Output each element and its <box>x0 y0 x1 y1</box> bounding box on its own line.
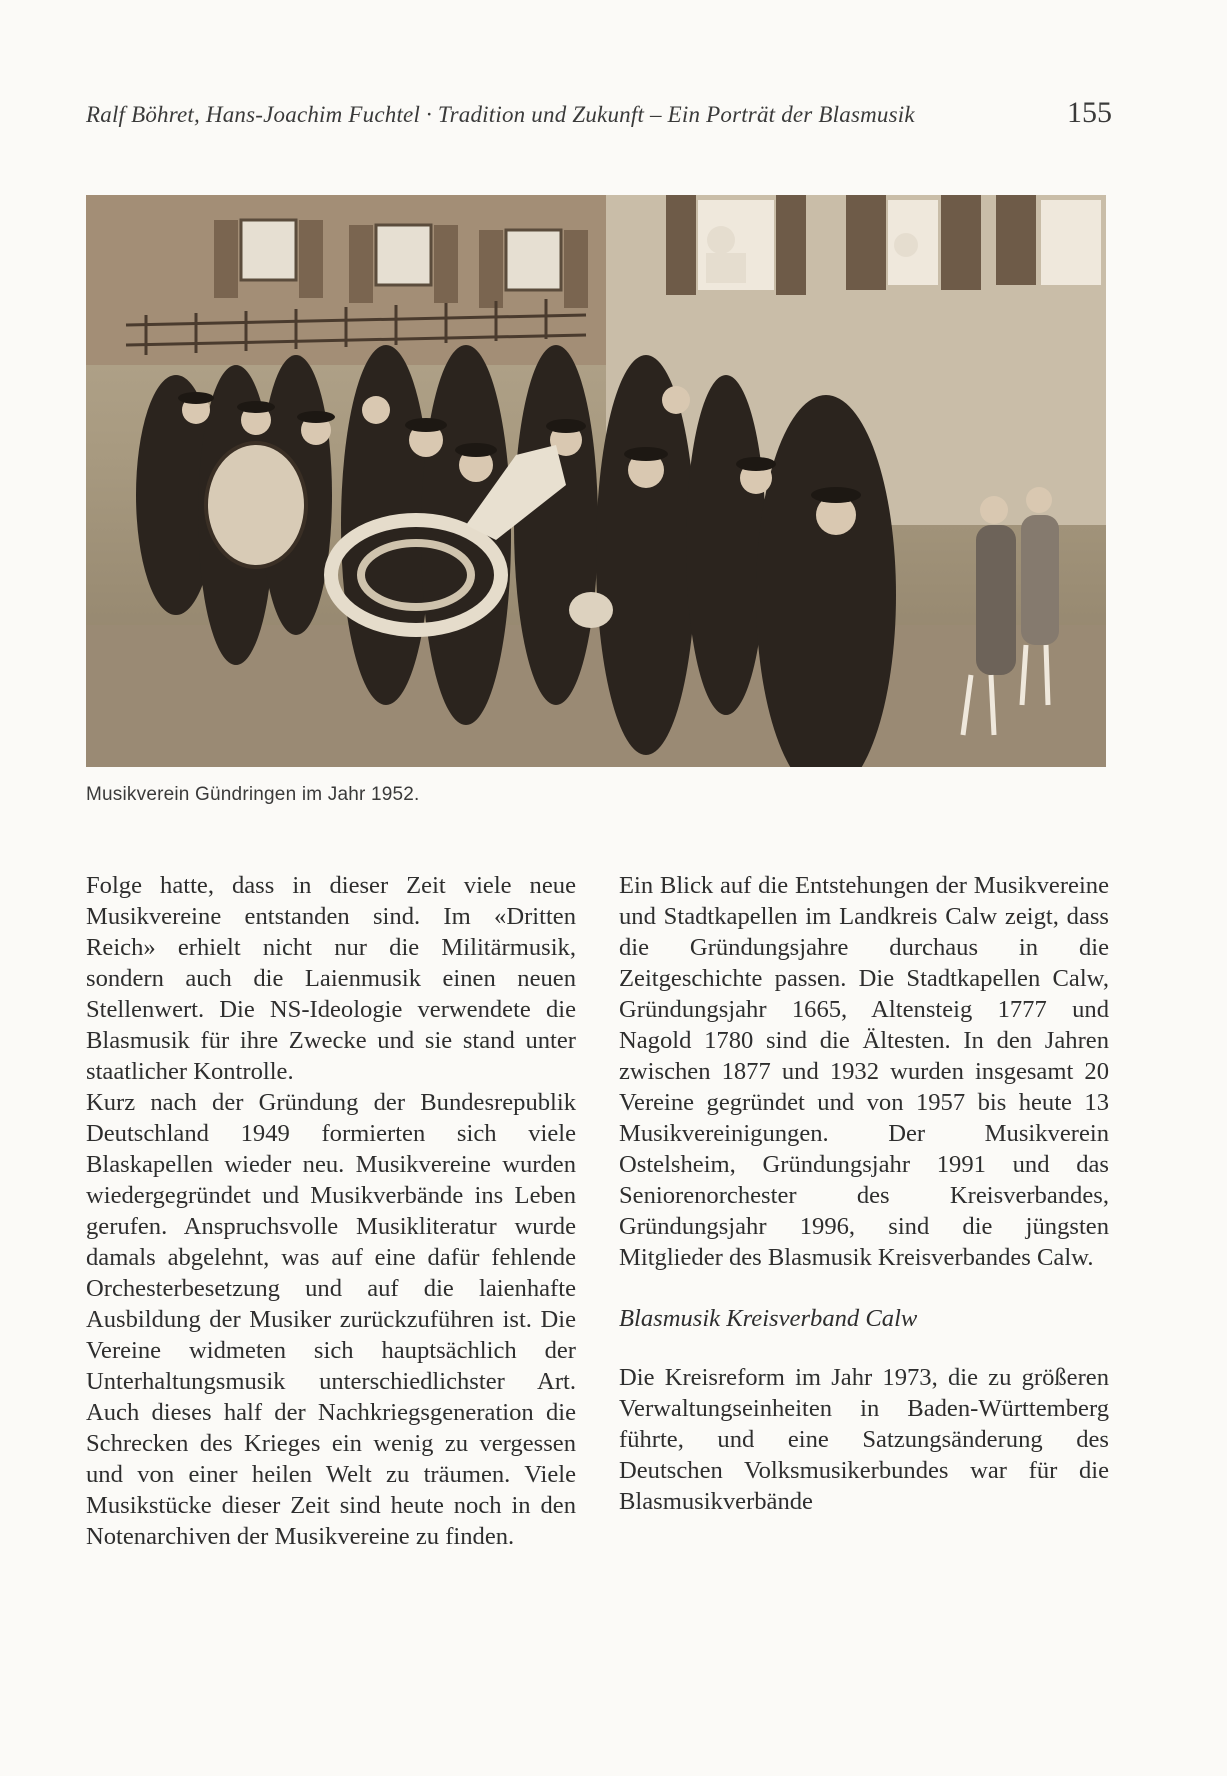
photo-caption: Musikverein Gündringen im Jahr 1952. <box>86 784 420 805</box>
right-paragraph-1: Ein Blick auf die Entstehungen der Musikvereine und Stadtkapellen im Landkreis Calw zeigt, dass die Gründungsjahre durchaus in die Zeitgeschichte passen. Die Stadtkapellen Calw, Gründungsjahr 1665, Altensteig 1777 und Nagold 1780 sind die Ältesten. In den Jahren zwischen 1877 und 1932 wurden insgesamt 20 Vereine gegründet und von 1957 bis heute 13 Musikvereinigungen. Der Musikverein Ostelsheim, Gründungsjahr 1991 und das Seniorenorchester des Kreisverbandes, Gründungsjahr 1996, sind die jüngsten Mitglieder des Blasmusik Kreisverbandes Calw. <box>619 872 1109 1271</box>
band-photo-illustration <box>86 195 1106 767</box>
horn <box>569 592 613 628</box>
bass-drum <box>206 443 306 567</box>
left-column <box>86 870 576 1552</box>
windows-left <box>241 220 561 290</box>
left-paragraph-1: Folge hatte, dass in dieser Zeit viele neue Musikvereine entstanden sind. Im «Dritten Reich» erhielt nicht nur die Militärmusik, sondern auch die Laienmusik einen neuen Stellenwert. Die NS-Ideologie verwendete die Blasmusik für ihre Zwecke und sie stand unter staatlicher Kontrolle. <box>86 872 576 1085</box>
page-number: 155 <box>1067 96 1112 129</box>
right-column <box>619 870 1109 1517</box>
left-paragraph-2: Kurz nach der Gründung der Bundesrepublik Deutschland 1949 formierten sich viele Blaskapellen wieder neu. Musikvereine wurden wiedergegründet und Musikverbände ins Leben gerufen. Anspruchsvolle Musikliteratur wurde damals abgelehnt, was auf eine dafür fehlende Orchesterbesetzung und auf die laienhafte Ausbildung der Musiker zurückzuführen ist. Die Vereine widmeten sich hauptsächlich der Unterhaltungsmusik unterschiedlichster Art. Auch dieses half der Nachkriegsgeneration die Schrecken des Krieges ein wenig zu vergessen und von einer heilen Welt zu träumen. Viele Musikstücke dieser Zeit sind heute noch in den Notenarchiven der Musikvereine zu finden. <box>86 1089 576 1550</box>
running-head <box>86 96 1112 130</box>
band-photo <box>86 195 1106 767</box>
section-heading: Blasmusik Kreisverband Calw <box>619 1305 918 1332</box>
running-title: Ralf Böhret, Hans-Joachim Fuchtel · Tradition und Zukunft – Ein Porträt der Blasmusik <box>86 102 915 127</box>
right-paragraph-2: Die Kreisreform im Jahr 1973, die zu größeren Verwaltungseinheiten in Baden-Württemberg führte, und eine Satzungsänderung des Deutschen Volksmusikerbundes war für die Blasmusikverbände <box>619 1364 1109 1515</box>
